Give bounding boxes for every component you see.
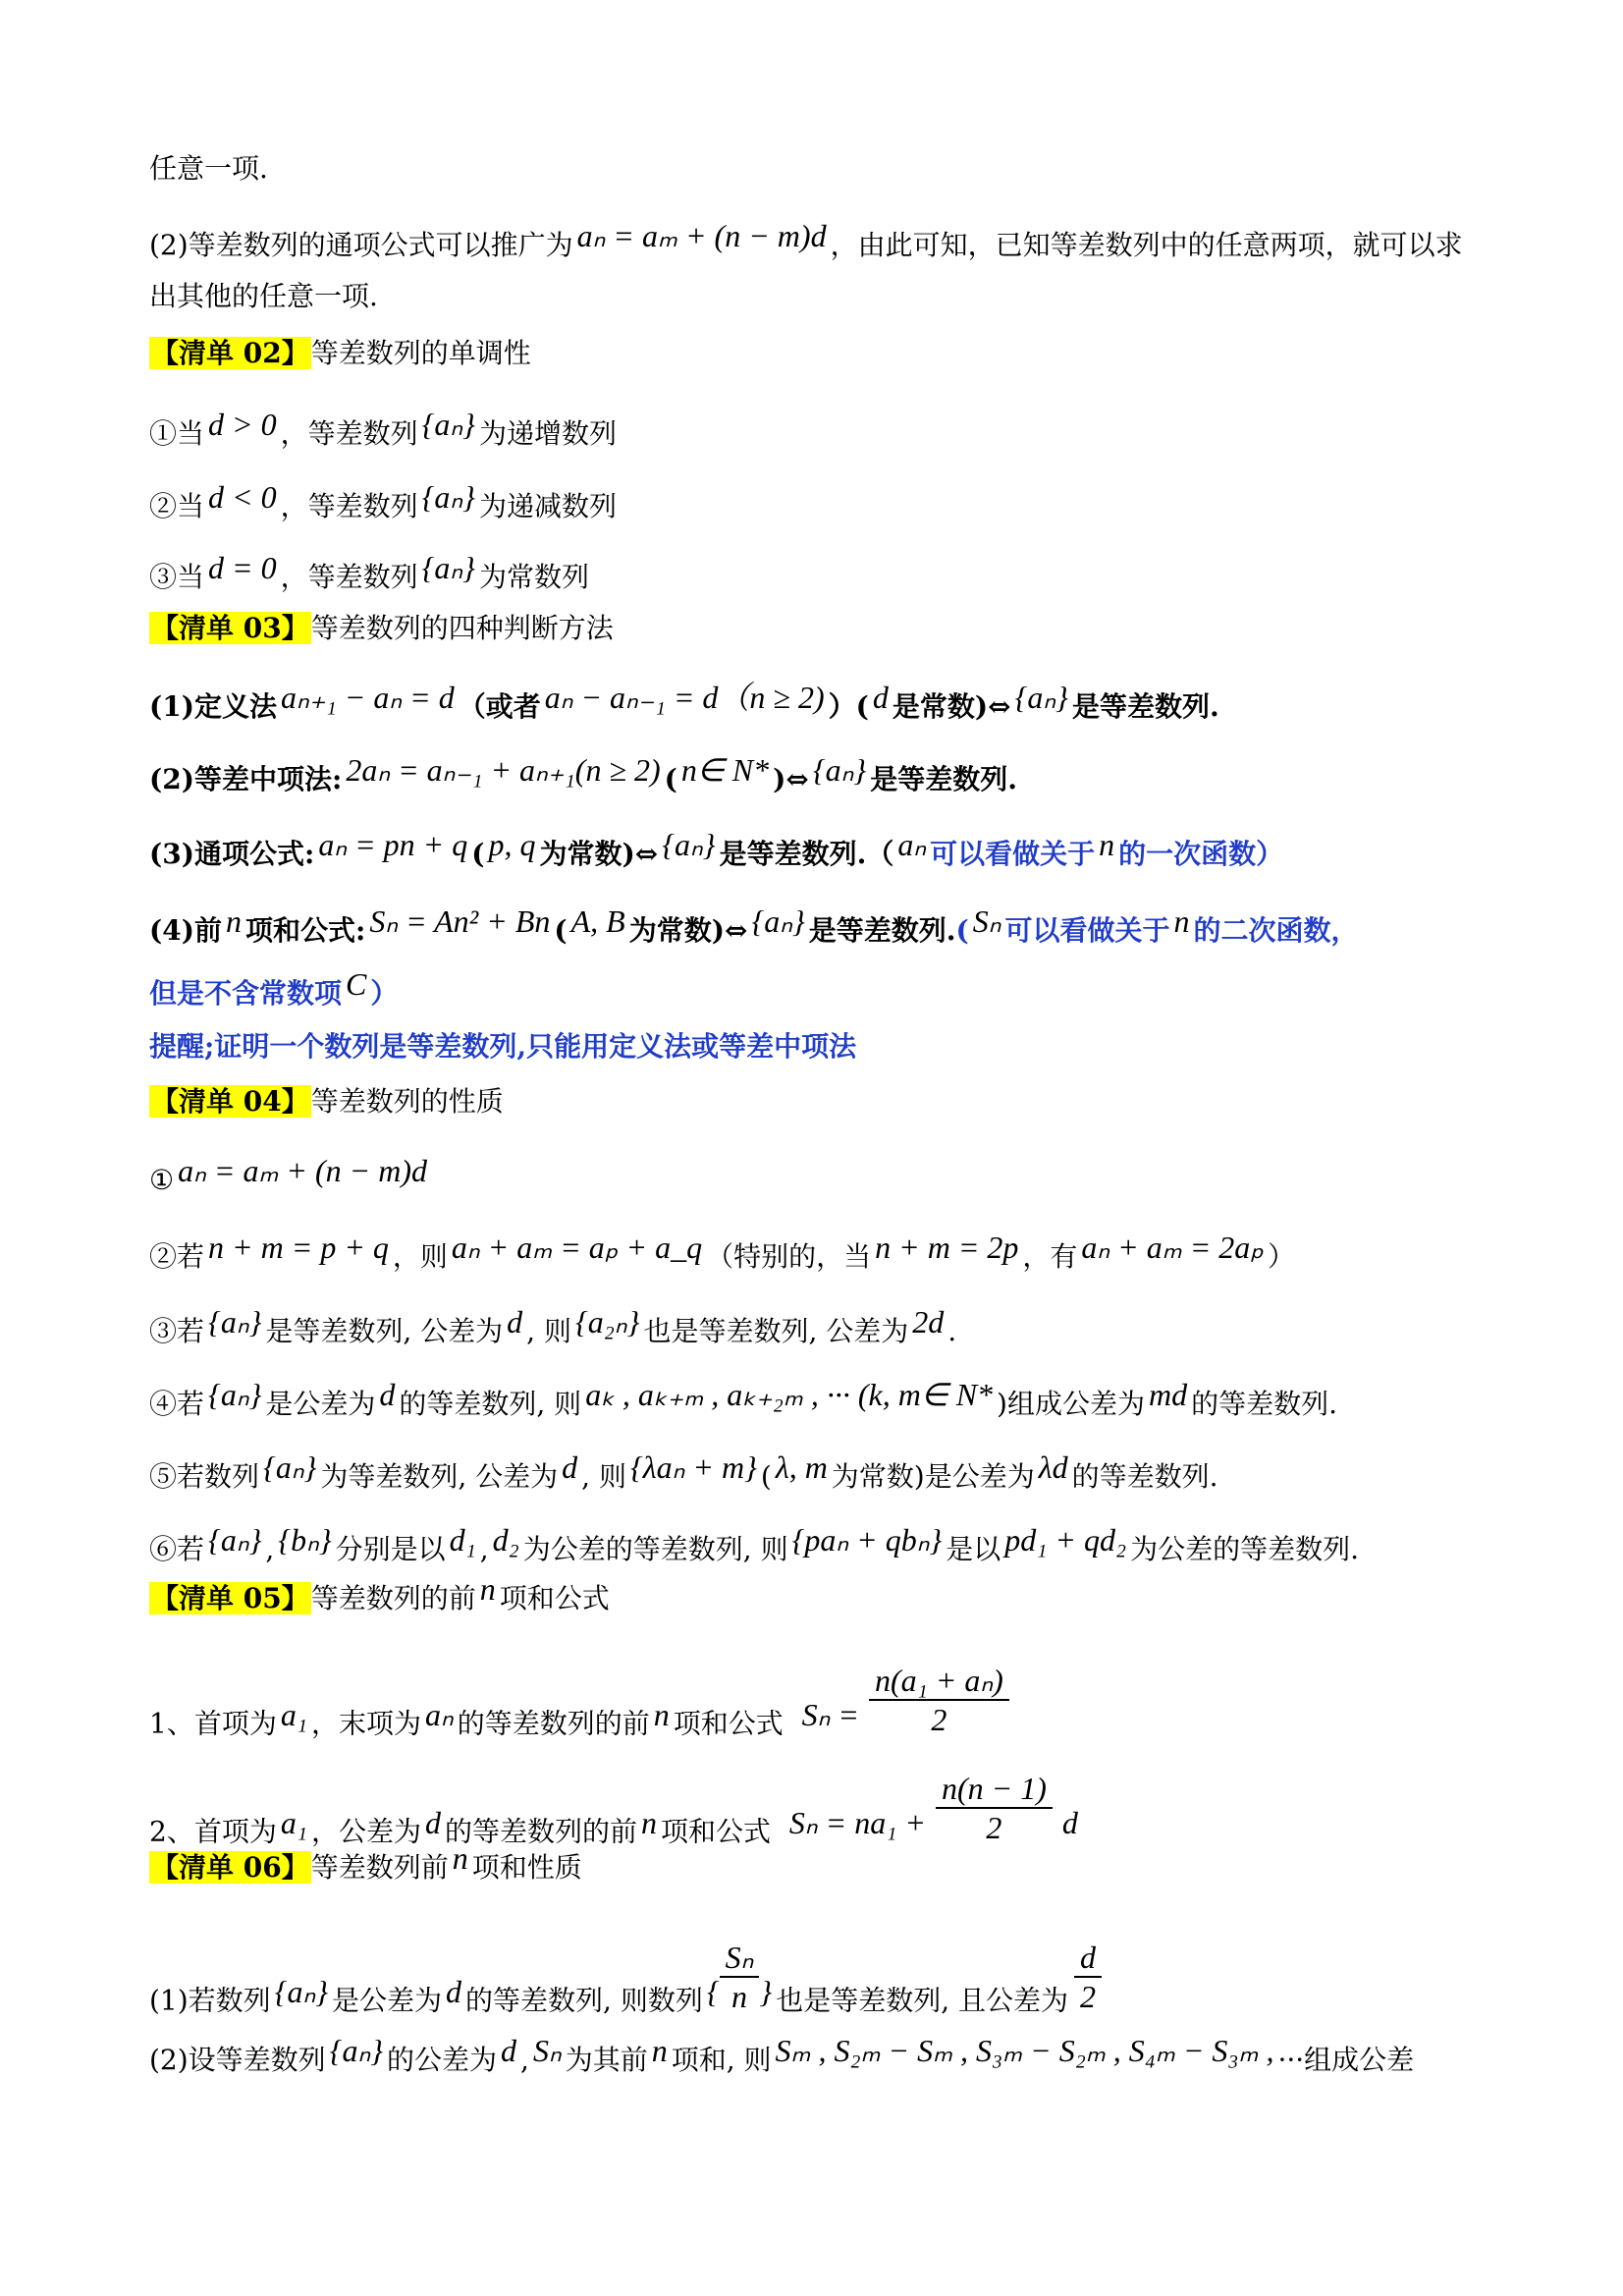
- section-tag: 【清单 02】: [151, 337, 309, 369]
- property-item-1: ① aₙ = aₘ + (n − m)d: [149, 1153, 427, 1196]
- section-tag: 【清单 04】: [151, 1085, 309, 1118]
- judge-item-4: (4)前 n 项和公式: Sₙ = An² + Bn ( A, B 为常数)⇔ {aₙ} 是等差数列.( Sₙ 可以看做关于 n 的二次函数，: [149, 903, 1359, 947]
- text-line-2: (2)等差数列的通项公式可以推广为 aₙ = aₘ + (n − m)d ，由此可知，已知等差数列中的任意两项，就可以求: [149, 218, 1463, 261]
- property-item-4: ④若 {aₙ} 是公差为 d 的等差数列, 则 aₖ , aₖ₊ₘ , aₖ₊₂ₘ , ··· (k, m∈ N* )组成公差为 md 的等差数列.: [149, 1377, 1337, 1420]
- section-heading-04: 【清单 04】等差数列的性质: [151, 1085, 504, 1118]
- sum-formula-1: 1、首项为 a₁ ，末项为 aₙ 的等差数列的前 n 项和公式 Sₙ = $\frac{\text{n(a₁ + aₙ)}}{2}$: [149, 1687, 1015, 1764]
- section-tag: 【清单 03】: [151, 612, 309, 644]
- text-line-3: 出其他的任意一项.: [149, 280, 378, 312]
- monotonic-item-3: ③当 d = 0 ，等差数列 {aₙ} 为常数列: [149, 550, 589, 593]
- sum-property-1: (1)若数列 {aₙ} 是公差为 d 的等差数列, 则数列 { $\frac{\text{Sₙ}}{n}$ } 也是等差数列, 且公差为 $\frac{d}{2}$: [149, 1964, 1108, 2041]
- reminder-line: 提醒;证明一个数列是等差数列,只能用定义法或等差中项法: [149, 1030, 857, 1063]
- judge-item-4-cont: 但是不含常数项 C ）: [149, 966, 399, 1010]
- sum-formula-2: 2、首项为 a₁ ，公差为 d 的等差数列的前 n 项和公式 Sₙ = na₁ + $\frac{n(n - 1)}{2}$ d: [149, 1771, 1078, 1848]
- fraction: $\frac{n(n - 1)}{2}$: [936, 1770, 1053, 1846]
- section-heading-02: 【清单 02】等差数列的单调性: [151, 337, 531, 369]
- section-heading-03: 【清单 03】等差数列的四种判断方法: [151, 612, 614, 644]
- section-heading-06: 【清单 06】等差数列前 n 项和性质: [151, 1840, 582, 1884]
- fraction: $\frac{d}{2}$: [1074, 1939, 1102, 2015]
- text-line-1: 任意一项.: [149, 152, 268, 185]
- section-tag: 【清单 05】: [151, 1582, 309, 1614]
- property-item-2: ②若 n + m = p + q ，则 aₙ + aₘ = aₚ + a_q （特别的，当 n + m = 2p ，有 aₙ + aₘ = 2aₚ ）: [149, 1230, 1296, 1273]
- section-tag: 【清单 06】: [151, 1851, 309, 1884]
- fraction: $\frac{\text{Sₙ}}{n}$: [720, 1939, 760, 2015]
- property-item-5: ⑤若数列 {aₙ} 为等差数列, 公差为 d , 则 {λaₙ + m} ( λ, m 为常数)是公差为 λd 的等差数列.: [149, 1449, 1218, 1493]
- judge-item-1: (1)定义法 aₙ₊₁ − aₙ = d （或者 aₙ − aₙ₋₁ = d（n ≥ 2) ）( d 是常数)⇔ {aₙ} 是等差数列.: [149, 680, 1219, 723]
- formula: aₙ = aₘ + (n − m)d: [576, 218, 827, 253]
- monotonic-item-1: ①当 d > 0 ，等差数列 {aₙ} 为递增数列: [149, 407, 617, 450]
- judge-item-3: (3)通项公式: aₙ = pn + q ( p, q 为常数)⇔ {aₙ} 是等差数列.（ aₙ 可以看做关于 n 的一次函数）: [149, 827, 1284, 870]
- property-item-6: ⑥若 {aₙ} , {bₙ} 分别是以 d₁ , d₂ 为公差的等差数列, 则 {paₙ + qbₙ} 是以 pd₁ + qd₂ 为公差的等差数列.: [149, 1522, 1360, 1565]
- monotonic-item-2: ②当 d < 0 ，等差数列 {aₙ} 为递减数列: [149, 479, 617, 522]
- section-heading-05: 【清单 05】等差数列的前 n 项和公式: [151, 1571, 610, 1614]
- property-item-3: ③若 {aₙ} 是等差数列, 公差为 d , 则 {a₂ₙ} 也是等差数列, 公差为 2d .: [149, 1304, 957, 1347]
- judge-item-2: (2)等差中项法: 2aₙ = aₙ₋₁ + aₙ₊₁(n ≥ 2) ( n∈ N* )⇔ {aₙ} 是等差数列.: [149, 752, 1017, 795]
- sum-property-2: (2)设等差数列 {aₙ} 的公差为 d , Sₙ 为其前 n 项和, 则 Sₘ , S₂ₘ − Sₘ , S₃ₘ − S₂ₘ , S₄ₘ − S₃ₘ , ···组成公差: [149, 2033, 1415, 2076]
- fraction: $\frac{\text{n(a₁ + aₙ)}}{2}$: [869, 1662, 1009, 1738]
